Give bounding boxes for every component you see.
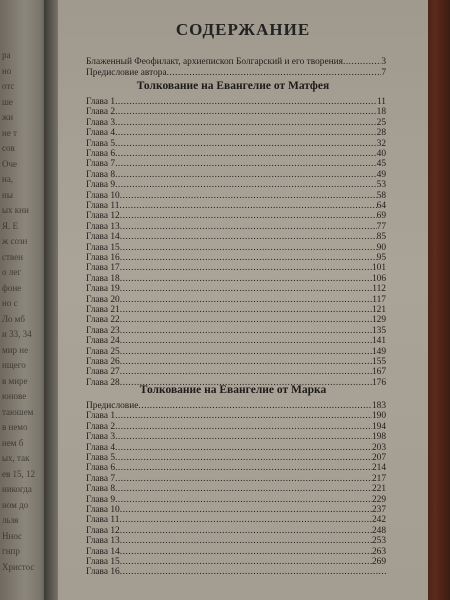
toc-entry-page: 7 (381, 67, 386, 78)
toc-chapter-entry (86, 347, 386, 357)
left-page-text-fragment: на, (2, 174, 14, 184)
toc-entry-label: Глава 3 (86, 432, 116, 443)
toc-entry-label: Глава 22 (86, 315, 120, 326)
toc-chapter-entry (86, 107, 386, 117)
toc-chapter-entry (86, 336, 386, 346)
toc-entry-label: Глава 19 (86, 284, 120, 295)
toc-entry-page: 248 (371, 525, 386, 536)
toc-entry-label: Глава 6 (86, 463, 116, 474)
left-page-text-fragment: о лег (2, 267, 21, 277)
toc-chapter-entry (86, 443, 386, 453)
toc-entry-page: 135 (371, 325, 386, 336)
left-page-text-fragment: Ннос (2, 530, 23, 541)
toc-leader-dots (115, 453, 372, 463)
toc-entry-page: 167 (371, 367, 386, 378)
left-page-text-fragment: ны (2, 189, 13, 200)
toc-entry-page: 69 (376, 211, 386, 222)
toc-entry-page: 203 (371, 442, 386, 453)
toc-chapter-entry (86, 211, 386, 221)
left-page-text-fragment: юнове (2, 391, 27, 401)
toc-entry-page: 190 (371, 411, 386, 422)
toc-chapter-entry (86, 315, 386, 325)
toc-chapter-entry (86, 495, 386, 505)
toc-chapter-entry (86, 243, 386, 253)
toc-intro-entry (86, 68, 386, 78)
toc-entry-page: 207 (371, 453, 386, 463)
left-page-text-fragment: жи (2, 112, 14, 122)
toc-leader-dots (120, 547, 372, 557)
toc-entry-page: 40 (376, 149, 386, 159)
toc-entry-page: 121 (371, 305, 386, 315)
left-page-text-fragment: сов (2, 143, 15, 153)
toc-entry-page: 242 (371, 515, 386, 526)
toc-entry-page: 229 (371, 494, 386, 505)
left-page-text-fragment: фоне (2, 282, 22, 293)
toc-chapter-entry (86, 159, 386, 169)
left-page-text-fragment: нщего (2, 360, 26, 370)
toc-leader-dots (115, 107, 377, 117)
toc-entry-label: Глава 11 (86, 201, 120, 211)
toc-entry-label: Глава 24 (86, 336, 120, 347)
toc-leader-dots (115, 463, 372, 473)
toc-entry-page: 129 (371, 315, 386, 326)
toc-entry-label: Глава 15 (86, 557, 120, 567)
toc-leader-dots (120, 191, 377, 201)
toc-chapter-entry (86, 295, 386, 305)
left-page (0, 0, 50, 600)
toc-entry-page: 101 (371, 263, 386, 274)
toc-entry-label: Глава 11 (86, 515, 120, 526)
toc-leader-dots (343, 57, 381, 67)
toc-leader-dots (119, 201, 376, 211)
left-page-text-fragment: ых кни (2, 205, 29, 215)
toc-leader-dots (115, 443, 372, 453)
left-page-text-fragment: в мире (2, 375, 28, 386)
toc-chapter-entry (86, 326, 386, 336)
toc-leader-dots (120, 536, 372, 546)
toc-entry-page: 263 (371, 546, 386, 557)
contents-page (58, 0, 428, 600)
left-page-text-fragment: Оче (2, 158, 18, 169)
toc-chapter-entry (86, 515, 386, 525)
left-page-text-fragment: ж созн (2, 236, 28, 246)
toc-leader-dots (115, 128, 377, 138)
toc-entry-label: Глава 1 (86, 97, 116, 107)
toc-entry-label: Глава 9 (86, 180, 116, 191)
toc-entry-label: Глава 27 (86, 367, 120, 378)
toc-chapter-entry (86, 453, 386, 463)
left-page-text-fragment: в немо (2, 422, 28, 432)
toc-entry-label: Глава 16 (86, 567, 120, 578)
toc-entry-label: Глава 8 (86, 169, 116, 180)
toc-entry-label: Предисловие (86, 401, 139, 411)
toc-chapter-entry (86, 263, 386, 273)
toc-entry-page: 45 (376, 159, 386, 170)
left-page-text-fragment: таюшем (2, 406, 34, 417)
toc-leader-dots (120, 263, 372, 273)
left-page-text-fragment: ых, так (2, 453, 30, 463)
left-page-text-fragment: Я. Е (2, 220, 19, 231)
toc-entry-page: 18 (376, 107, 386, 118)
toc-chapter-entry (86, 411, 386, 421)
toc-leader-dots (115, 118, 377, 128)
toc-entry-page: 149 (371, 346, 386, 357)
toc-entry-page: 214 (371, 463, 386, 474)
toc-entry-label: Глава 4 (86, 128, 116, 139)
toc-entry-label: Глава 21 (86, 305, 120, 315)
toc-chapter-entry (86, 274, 386, 284)
toc-chapter-entry (86, 222, 386, 232)
toc-entry-page: 117 (372, 294, 386, 305)
toc-leader-dots (115, 474, 372, 484)
toc-leader-dots (120, 567, 386, 577)
toc-entry-label: Глава 25 (86, 346, 120, 357)
left-page-text-fragment: мир не (2, 344, 29, 355)
toc-leader-dots (115, 180, 377, 190)
toc-leader-dots (120, 367, 372, 377)
toc-leader-dots (115, 149, 377, 159)
left-page-text-fragment: Ло мб (2, 313, 25, 324)
toc-entry-label: Глава 15 (86, 242, 120, 253)
toc-entry-page: 237 (371, 505, 386, 515)
left-page-text-fragment: отс (2, 81, 15, 91)
toc-chapter-entry (86, 432, 386, 442)
toc-entry-label: Глава 5 (86, 453, 116, 463)
toc-entry-label: Глава 13 (86, 536, 120, 547)
toc-entry-label: Глава 26 (86, 357, 120, 367)
left-page-text-fragment: и 33, 34 (2, 329, 32, 339)
toc-leader-dots (120, 315, 372, 325)
toc-entry-page: 49 (376, 169, 386, 180)
toc-chapter-entry (86, 474, 386, 484)
toc-entry-label: Глава 12 (86, 211, 120, 222)
toc-leader-dots (120, 284, 373, 294)
toc-entry-label: Глава 23 (86, 325, 120, 336)
toc-entry-page: 95 (376, 253, 386, 263)
toc-entry-label: Глава 7 (86, 473, 116, 484)
toc-entry-page: 155 (371, 357, 386, 367)
left-page-text-fragment: но (2, 65, 12, 76)
toc-entry-page: 28 (376, 128, 386, 139)
toc-entry-label: Глава 14 (86, 232, 120, 243)
toc-entry-label: Глава 12 (86, 525, 120, 536)
toc-leader-dots (167, 68, 382, 78)
toc-entry-page: 253 (371, 536, 386, 547)
toc-entry-page: 112 (372, 284, 386, 295)
toc-entry-label: Глава 18 (86, 273, 120, 284)
toc-leader-dots (115, 432, 372, 442)
toc-leader-dots (115, 495, 372, 505)
toc-entry-page: 106 (371, 273, 386, 284)
left-page-text-fragment: нем б (2, 437, 24, 448)
toc-chapter-entry (86, 149, 386, 159)
left-page-text-fragment: ев 15, 12 (2, 468, 35, 479)
toc-leader-dots (120, 232, 377, 242)
toc-chapter-entry (86, 526, 386, 536)
toc-chapter-entry (86, 284, 386, 294)
toc-leader-dots (119, 515, 372, 525)
toc-chapter-entry (86, 567, 386, 577)
toc-entry-label: Глава 17 (86, 263, 120, 274)
toc-leader-dots (115, 97, 377, 107)
left-page-text-fragment: ше (2, 96, 13, 107)
toc-chapter-entry (86, 97, 386, 107)
toc-entry-page: 64 (376, 201, 386, 211)
left-page-text-fragment: гнпр (2, 546, 20, 556)
toc-entry-label: Глава 2 (86, 421, 116, 432)
toc-chapter-entry (86, 139, 386, 149)
left-page-text-fragment: но с (2, 298, 18, 308)
toc-chapter-entry (86, 305, 386, 315)
toc-entry-label: Глава 10 (86, 505, 120, 515)
toc-leader-dots (120, 211, 377, 221)
left-page-text-fragment: льзя (2, 515, 19, 525)
toc-entry-page: 25 (376, 117, 386, 128)
left-page-text-fragment: ном до (2, 499, 29, 510)
toc-chapter-entry (86, 170, 386, 180)
toc-leader-dots (115, 411, 372, 421)
toc-leader-dots (120, 243, 377, 253)
toc-chapter-entry (86, 367, 386, 377)
toc-entry-page: 194 (371, 421, 386, 432)
toc-entry-label: Глава 5 (86, 138, 116, 149)
toc-entry-page: 32 (376, 138, 386, 149)
toc-entry-page: 198 (371, 432, 386, 443)
toc-leader-dots (115, 139, 377, 149)
toc-entry-page: 141 (371, 336, 386, 347)
toc-entry-label: Глава 16 (86, 253, 120, 263)
toc-entry-label: Глава 20 (86, 294, 120, 305)
toc-entry-label: Глава 10 (86, 190, 120, 201)
left-page-text-fragment: ствен (2, 251, 23, 262)
toc-leader-dots (115, 422, 372, 432)
toc-entry-page: 176 (371, 377, 386, 388)
toc-leader-dots (120, 357, 372, 367)
toc-intro-entry (86, 57, 386, 67)
toc-entry-page: 183 (371, 401, 386, 411)
toc-chapter-entry (86, 232, 386, 242)
toc-chapter-entry (86, 201, 386, 211)
toc-chapter-entry (86, 401, 386, 411)
toc-chapter-entry (86, 547, 386, 557)
toc-entry-page: 90 (376, 242, 386, 253)
toc-entry-label: Глава 9 (86, 494, 116, 505)
toc-entry-page: 85 (376, 232, 386, 243)
toc-leader-dots (120, 336, 372, 346)
toc-leader-dots (120, 557, 372, 567)
toc-chapter-entry (86, 118, 386, 128)
left-page-text-fragment: Христос (2, 561, 35, 572)
toc-leader-dots (120, 295, 373, 305)
toc-leader-dots (120, 526, 372, 536)
toc-chapter-entry (86, 505, 386, 515)
toc-entry-label: Глава 14 (86, 546, 120, 557)
toc-entry-label: Предисловие автора (86, 67, 167, 78)
toc-entry-page: 53 (376, 180, 386, 191)
toc-entry-label: Глава 8 (86, 484, 116, 495)
toc-leader-dots (120, 305, 372, 315)
toc-entry-page: 269 (371, 557, 386, 567)
toc-entry-label: Глава 28 (86, 377, 120, 388)
toc-leader-dots (120, 347, 372, 357)
toc-entry-label: Глава 2 (86, 107, 116, 118)
toc-leader-dots (115, 484, 372, 494)
toc-chapter-entry (86, 557, 386, 567)
toc-entry-label: Глава 13 (86, 221, 120, 232)
toc-entry-label: Глава 4 (86, 442, 116, 453)
toc-chapter-entry (86, 253, 386, 263)
toc-leader-dots (115, 170, 377, 180)
toc-chapter-entry (86, 128, 386, 138)
left-page-text-fragment: ра (2, 50, 11, 60)
toc-entry-label: Блаженный Феофилакт, архиепископ Болгарский и его творения (86, 57, 343, 67)
toc-leader-dots (120, 253, 377, 263)
toc-entry-page: 3 (381, 57, 386, 67)
section-heading: Толкование на Евангелие от Марка (139, 384, 327, 396)
toc-entry-label: Глава 1 (86, 411, 116, 422)
toc-chapter-entry (86, 357, 386, 367)
toc-entry-label: Глава 6 (86, 149, 116, 159)
left-page-text-fragment: никогда (2, 484, 32, 494)
toc-entry-label: Глава 7 (86, 159, 116, 170)
toc-chapter-entry (86, 463, 386, 473)
toc-entry-page: 11 (376, 97, 386, 107)
left-page-text-fragment: не т (2, 127, 17, 138)
toc-entry-page: 221 (371, 484, 386, 495)
page-title: СОДЕРЖАНИЕ (175, 20, 311, 39)
toc-leader-dots (120, 326, 372, 336)
toc-leader-dots (120, 505, 372, 515)
toc-leader-dots (115, 159, 377, 169)
toc-entry-page: 58 (376, 190, 386, 201)
toc-chapter-entry (86, 180, 386, 190)
toc-entry-page: 217 (371, 473, 386, 484)
toc-chapter-entry (86, 422, 386, 432)
toc-leader-dots (138, 401, 372, 411)
toc-chapter-entry (86, 536, 386, 546)
toc-chapter-entry (86, 484, 386, 494)
toc-chapter-entry (86, 191, 386, 201)
toc-leader-dots (120, 222, 377, 232)
toc-entry-page: 77 (376, 221, 386, 232)
section-heading: Толкование на Евангелие от Матфея (136, 80, 330, 92)
toc-leader-dots (120, 274, 372, 284)
toc-entry-label: Глава 3 (86, 117, 116, 128)
